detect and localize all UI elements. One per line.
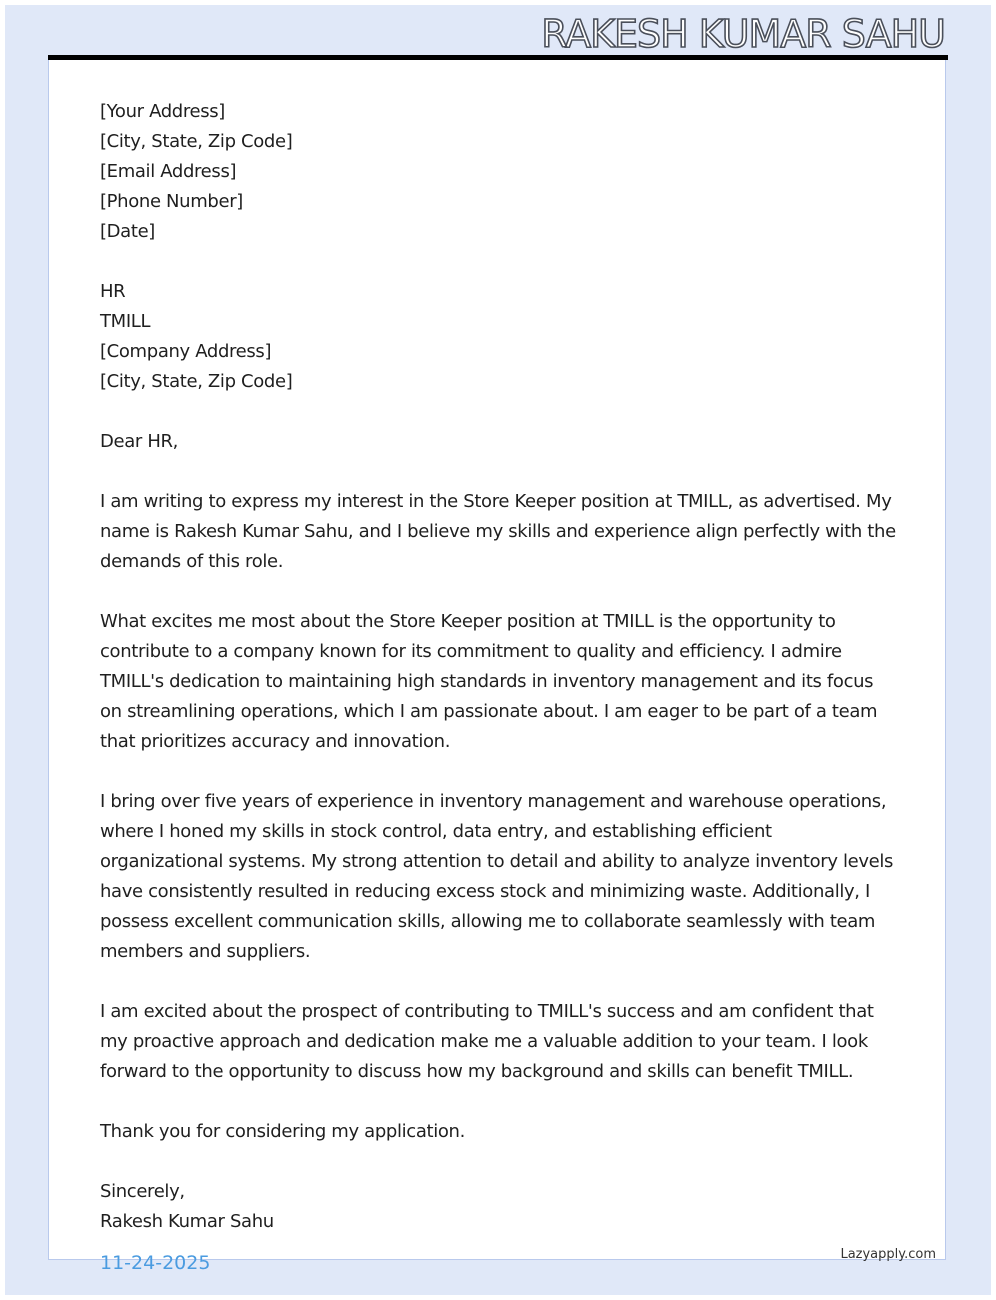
recipient-address: [Company Address] (100, 341, 272, 362)
spacer (100, 397, 900, 427)
body-paragraph: I bring over five years of experience in inventory management and warehouse operations, where I honed my skills in stock control, data entry, and establishing efficient organizational systems. My strong attention to detail and ability to analyze inventory levels have consistently resulted in reducing excess stock and minimizing waste. Additionally, I possess excellent communication skills, allowing me to collaborate seamlessly with team members and suppliers. (100, 791, 894, 962)
sender-date: [Date] (100, 221, 155, 242)
recipient-name: HR (100, 281, 126, 302)
body-paragraph: I am excited about the prospect of contributing to TMILL's success and am confident that my proactive approach and dedication make me a valuable addition to your team. I look forward to the opportunity to discuss how my background and skills can benefit TMILL. (100, 1001, 874, 1082)
sender-phone: [Phone Number] (100, 191, 243, 212)
footer-date: 11-24-2025 (100, 1252, 211, 1274)
recipient-company: TMILL (100, 311, 151, 332)
sender-city-state-zip: [City, State, Zip Code] (100, 131, 293, 152)
recipient-block (100, 277, 900, 397)
body-paragraph: I am writing to express my interest in the Store Keeper position at TMILL, as advertised. My name is Rakesh Kumar Sahu, and I believe my skills and experience align perfectly with the demands of this role. (100, 491, 896, 572)
watermark: Lazyapply.com (840, 1247, 936, 1262)
signature-name: Rakesh Kumar Sahu (100, 1211, 274, 1232)
spacer (100, 247, 900, 277)
valediction: Sincerely, (100, 1181, 185, 1202)
sender-email: [Email Address] (100, 161, 237, 182)
letter-body (100, 97, 900, 1237)
recipient-city-state-zip: [City, State, Zip Code] (100, 371, 293, 392)
sender-block (100, 97, 900, 247)
closing-block (100, 1177, 900, 1237)
spacer (100, 757, 900, 787)
spacer (100, 577, 900, 607)
salutation: Dear HR, (100, 431, 179, 452)
spacer (100, 1087, 900, 1117)
body-paragraph: Thank you for considering my application. (100, 1121, 465, 1142)
spacer (100, 457, 900, 487)
spacer (100, 967, 900, 997)
body-paragraph: What excites me most about the Store Keeper position at TMILL is the opportunity to contribute to a company known for its commitment to quality and efficiency. I admire TMILL's dedication to maintaining high standards in inventory management and its focus on streamlining operations, which I am passionate about. I am eager to be part of a team that prioritizes accuracy and innovation. (100, 611, 878, 752)
sender-address: [Your Address] (100, 101, 225, 122)
header-name: RAKESH KUMAR SAHU (541, 12, 945, 56)
spacer (100, 1147, 900, 1177)
